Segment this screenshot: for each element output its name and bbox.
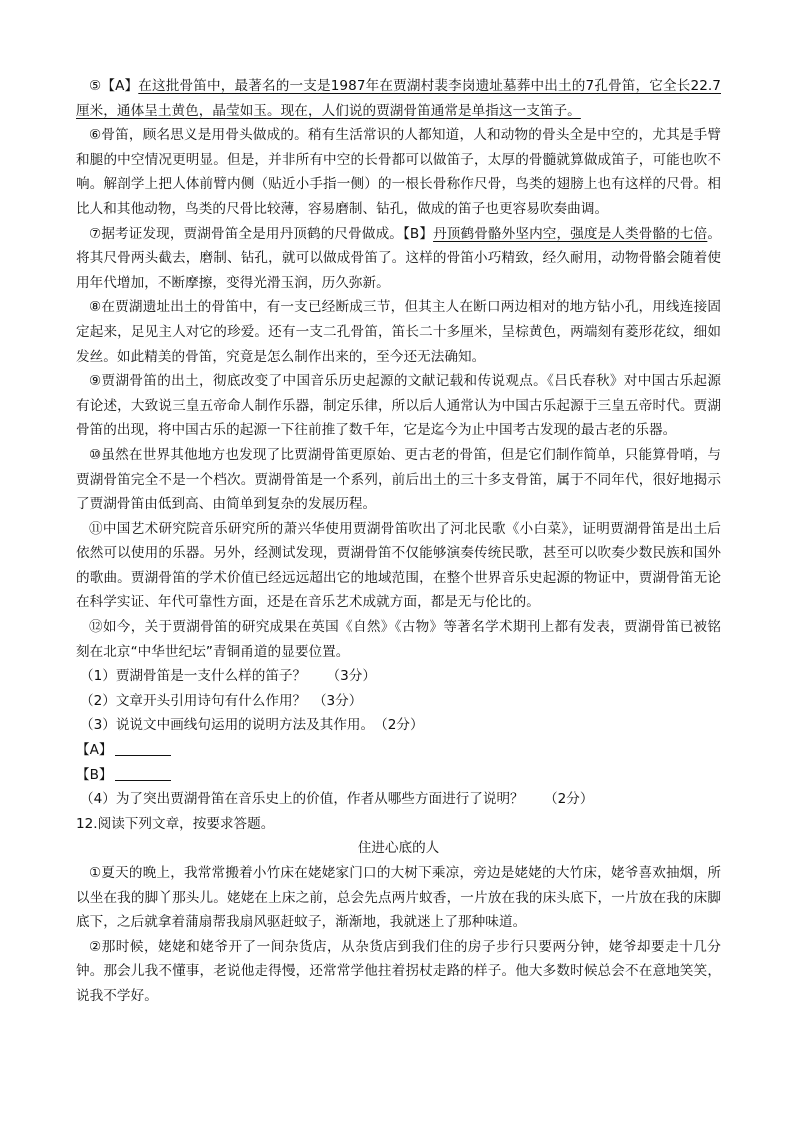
article-paragraph-1 bbox=[76, 861, 721, 935]
paragraph-text: 夏天的晚上，我常常搬着小竹床在姥姥家门口的大树下乘凉，旁边是姥姥的大竹床，姥爷喜欢抽烟，所以坐在我的脚丫那头儿。姥姥在上床之前，总会先点两片蚊香，一片放在我的床头底下，一片放在我的床脚底下，之后就拿着蒲扇帮我扇风驱赶蚊子，渐渐地，我就迷上了那种味道。 bbox=[76, 865, 721, 931]
paragraph-text-tail: 。将其尺骨两头截去，磨制、钻孔，就可以做成骨笛了。这样的骨笛小巧精致，经久耐用，动物骨骼会随着使用年代增加，不断摩擦，变得光滑玉润，历久弥新。 bbox=[76, 225, 721, 291]
paragraph-text: 中国艺术研究院音乐研究所的萧兴华使用贾湖骨笛吹出了河北民歌《小白菜》，证明贾湖骨笛是出土后依然可以使用的乐器。另外，经测试发现，贾湖骨笛不仅能够演奏传统民歌，甚至可以吹奏少数民族和国外的歌曲。贾湖骨笛的学术价值已经远远超出它的地域范围，在整个世界音乐史起源的物证中，贾湖骨笛无论在科学实证、年代可靠性方面，还是在音乐艺术成就方面，都是无与伦比的。 bbox=[76, 520, 721, 611]
marker-b: 【B】 bbox=[403, 225, 434, 242]
article-paragraph-2 bbox=[76, 935, 721, 1009]
paragraph-number: ⑧ bbox=[89, 299, 102, 316]
section-12-instruction: 12.阅读下列文章，按要求答题。 bbox=[76, 815, 275, 832]
marker-a: 【A】 bbox=[101, 78, 139, 94]
paragraph-11 bbox=[76, 517, 721, 615]
paragraph-text: 在贾湖遗址出土的骨笛中，有一支已经断成三节，但其主人在断口两边相对的地方钻小孔，用线连接固定起来，足见主人对它的珍爱。还有一支二孔骨笛，笛长二十多厘米，呈棕黄色，两端刻有菱形花纹，细如发丝。如此精美的骨笛，究竟是怎么制作出来的，至今还无法确知。 bbox=[76, 299, 721, 365]
paragraph-5 bbox=[76, 74, 721, 123]
paragraph-number: ⑤ bbox=[89, 78, 102, 94]
paragraph-number: ⑩ bbox=[89, 446, 102, 463]
question-3: （3）说说文中画线句运用的说明方法及其作用。 （2分） bbox=[80, 717, 424, 734]
paragraph-number: ② bbox=[89, 938, 102, 955]
document-page bbox=[76, 74, 721, 1009]
underlined-sentence-b: 丹顶鹤骨骼外坚内空，强度是人类骨骼的七倍 bbox=[433, 225, 708, 242]
paragraph-number: ① bbox=[89, 865, 102, 881]
answer-blank-a[interactable] bbox=[115, 741, 171, 756]
paragraph-number: ⑥ bbox=[89, 127, 102, 144]
underlined-sentence-a: 在这批骨笛中，最著名的一支是1987年在贾湖村裴李岗遗址墓葬中出土的7孔骨笛，它全长22.7厘米，通体呈土黄色，晶莹如玉。现在，人们说的贾湖骨笛通常是单指这一支笛子。 bbox=[76, 78, 721, 119]
paragraph-text: 贾湖骨笛的出土，彻底改变了中国音乐历史起源的文献记载和传说观点。《吕氏春秋》对中国古乐起源有论述，大致说三皇五帝命人制作乐器，制定乐律，所以后人通常认为中国古乐起源于三皇五帝时代。贾湖骨笛的出现，将中国古乐的起源一下往前推了数千年，它是迄今为止中国考古发现的最古老的乐器。 bbox=[76, 373, 721, 439]
paragraph-6 bbox=[76, 123, 721, 221]
paragraph-text: 虽然在世界其他地方也发现了比贾湖骨笛更原始、更古老的骨笛，但是它们制作简单，只能算骨哨，与贾湖骨笛完全不是一个档次。贾湖骨笛是一个系列，前后出土的三十多支骨笛，属于不同年代，很好地揭示了贾湖骨笛由低到高、由简单到复杂的发展历程。 bbox=[76, 446, 721, 513]
answer-line-b bbox=[76, 763, 721, 788]
paragraph-text: 如今，关于贾湖骨笛的研究成果在英国《自然》《古物》等著名学术期刊上都有发表，贾湖骨笛已被铭刻在北京“中华世纪坛”青铜甬道的显要位置。 bbox=[76, 619, 721, 660]
question-4: （4）为了突出贾湖骨笛在音乐史上的价值，作者从哪些方面进行了说明？ （2分） bbox=[80, 791, 594, 808]
answer-line-a bbox=[76, 738, 721, 763]
paragraph-text: 那时候，姥姥和姥爷开了一间杂货店，从杂货店到我们住的房子步行只要两分钟，姥爷却要走十几分钟。那会儿我不懂事，老说他走得慢，还常常学他拄着拐杖走路的样子。他大多数时候总会不在意地笑笑，说我不学好。 bbox=[76, 938, 721, 1004]
answer-blank-b[interactable] bbox=[115, 766, 171, 781]
paragraph-8 bbox=[76, 295, 721, 369]
paragraph-text: 据考证发现，贾湖骨笛全是用丹顶鹤的尺骨做成。 bbox=[101, 225, 403, 242]
paragraph-text: 骨笛，顾名思义是用骨头做成的。稍有生活常识的人都知道，人和动物的骨头全是中空的，尤其是手臂和腿的中空情况更明显。但是，并非所有中空的长骨都可以做笛子，太厚的骨髓就算做成笛子，可能也吹不响。解剖学上把人体前臂内侧（贴近小手指一侧）的一根长骨称作尺骨，鸟类的翅膀上也有这样的尺骨。相比人和其他动物，鸟类的尺骨比较薄，容易磨制、钻孔，做成的笛子也更容易吹奏曲调。 bbox=[76, 127, 721, 217]
paragraph-number: ⑫ bbox=[89, 619, 103, 636]
paragraph-7 bbox=[76, 222, 721, 296]
paragraph-number: ⑦ bbox=[89, 225, 102, 242]
paragraph-9 bbox=[76, 369, 721, 443]
answer-label-a: 【A】 bbox=[76, 742, 113, 759]
paragraph-number: ⑨ bbox=[89, 373, 102, 390]
article-title: 住进心底的人 bbox=[357, 840, 440, 857]
paragraph-number: ⑪ bbox=[89, 520, 103, 537]
paragraph-10 bbox=[76, 443, 721, 517]
answer-label-b: 【B】 bbox=[76, 766, 113, 783]
question-2: （2）文章开头引用诗句有什么作用？ （3分） bbox=[80, 692, 363, 709]
paragraph-12 bbox=[76, 615, 721, 664]
question-1: （1）贾湖骨笛是一支什么样的笛子？ （3分） bbox=[80, 668, 376, 685]
